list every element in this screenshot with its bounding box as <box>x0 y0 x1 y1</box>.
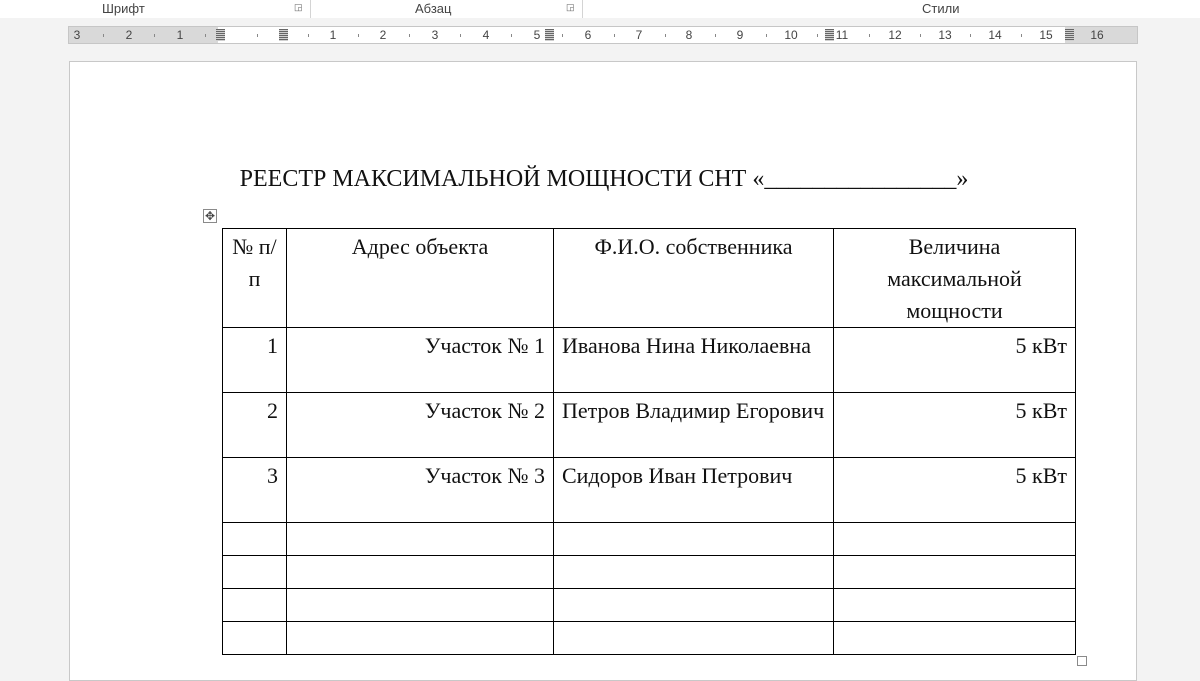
ruler-tick <box>460 34 461 37</box>
empty-cell[interactable] <box>834 622 1076 655</box>
table-move-handle[interactable] <box>203 209 217 223</box>
ruler-label: 4 <box>482 28 490 42</box>
ruler-label: 15 <box>1039 28 1053 42</box>
ribbon-group-labels <box>0 0 1200 19</box>
empty-cell[interactable] <box>223 556 287 589</box>
empty-cell[interactable] <box>223 589 287 622</box>
table-row <box>223 458 1076 523</box>
empty-table-row <box>223 556 1076 589</box>
empty-cell[interactable] <box>554 589 834 622</box>
ruler-label: 3 <box>73 28 81 42</box>
ruler-tick <box>562 34 563 37</box>
ruler-tick <box>103 34 104 37</box>
empty-cell[interactable] <box>834 523 1076 556</box>
ruler-tick <box>358 34 359 37</box>
ruler-tick <box>257 34 258 37</box>
table-row <box>223 393 1076 458</box>
cell-address[interactable]: Участок № 2 <box>287 393 554 458</box>
ruler-label: 13 <box>938 28 952 42</box>
ruler-column-marker[interactable] <box>545 29 554 41</box>
ruler-tick <box>665 34 666 37</box>
cell-owner[interactable]: Иванова Нина Николаевна <box>554 328 834 393</box>
ruler-label: 14 <box>988 28 1002 42</box>
ruler-column-marker[interactable] <box>279 29 288 41</box>
ribbon-group-font-label: Шрифт <box>102 1 145 16</box>
ruler-label: 3 <box>431 28 439 42</box>
ruler-tick <box>869 34 870 37</box>
empty-table-row <box>223 523 1076 556</box>
ruler-tick <box>970 34 971 37</box>
cell-owner[interactable]: Петров Владимир Егорович <box>554 393 834 458</box>
ruler-left-indent-marker[interactable] <box>216 29 225 41</box>
ruler-label: 11 <box>835 28 849 42</box>
cell-address[interactable]: Участок № 1 <box>287 328 554 393</box>
text-cursor <box>1075 328 1076 356</box>
ruler-right-indent-marker[interactable] <box>1065 29 1074 41</box>
empty-table-row <box>223 589 1076 622</box>
ruler-label: 2 <box>125 28 133 42</box>
ruler-label: 9 <box>736 28 744 42</box>
cell-owner[interactable]: Сидоров Иван Петрович <box>554 458 834 523</box>
ruler-tick <box>920 34 921 37</box>
document-page[interactable] <box>69 61 1137 681</box>
move-cross-icon: ✥ <box>204 209 216 223</box>
ruler-tick <box>1021 34 1022 37</box>
ruler-label: 1 <box>176 28 184 42</box>
ruler-label: 8 <box>685 28 693 42</box>
table-resize-handle[interactable] <box>1077 656 1087 666</box>
empty-cell[interactable] <box>287 523 554 556</box>
empty-cell[interactable] <box>554 523 834 556</box>
ruler-label: 5 <box>533 28 541 42</box>
header-cell-owner[interactable]: Ф.И.О. собственника <box>554 229 834 328</box>
empty-cell[interactable] <box>834 556 1076 589</box>
document-title: РЕЕСТР МАКСИМАЛЬНОЙ МОЩНОСТИ СНТ «________________» <box>239 166 969 192</box>
paragraph-dialog-launcher-icon[interactable]: ◲ <box>566 2 575 12</box>
cell-power[interactable]: 5 кВт <box>834 328 1076 393</box>
header-cell-number[interactable]: № п/п <box>223 229 287 328</box>
registry-table <box>222 228 1076 655</box>
ruler-label: 2 <box>379 28 387 42</box>
empty-cell[interactable] <box>287 589 554 622</box>
ruler-tick <box>817 34 818 37</box>
table-header-row <box>223 229 1076 328</box>
ruler-area <box>0 18 1200 52</box>
ribbon-group-divider <box>310 0 311 18</box>
ruler-tick <box>308 34 309 37</box>
ruler-tick <box>511 34 512 37</box>
cell-number[interactable]: 2 <box>223 393 287 458</box>
ruler-label: 1 <box>329 28 337 42</box>
ruler-tick <box>766 34 767 37</box>
horizontal-ruler[interactable] <box>68 26 1138 44</box>
cell-address[interactable]: Участок № 3 <box>287 458 554 523</box>
empty-table-row <box>223 622 1076 655</box>
ruler-tick <box>409 34 410 37</box>
ruler-left-margin <box>69 27 218 43</box>
cell-power[interactable]: 5 кВт <box>834 458 1076 523</box>
font-dialog-launcher-icon[interactable]: ◲ <box>294 2 303 12</box>
header-cell-address[interactable]: Адрес объекта <box>287 229 554 328</box>
empty-cell[interactable] <box>554 556 834 589</box>
ruler-tick <box>205 34 206 37</box>
ruler-tick <box>614 34 615 37</box>
ruler-label: 7 <box>635 28 643 42</box>
empty-cell[interactable] <box>223 523 287 556</box>
empty-cell[interactable] <box>223 622 287 655</box>
empty-cell[interactable] <box>287 556 554 589</box>
empty-cell[interactable] <box>834 589 1076 622</box>
ruler-tick <box>154 34 155 37</box>
ruler-tick <box>715 34 716 37</box>
ruler-column-marker[interactable] <box>825 29 834 41</box>
empty-cell[interactable] <box>287 622 554 655</box>
empty-cell[interactable] <box>554 622 834 655</box>
ruler-label: 10 <box>784 28 798 42</box>
ribbon-group-divider <box>582 0 583 18</box>
ruler-label: 6 <box>584 28 592 42</box>
ribbon-group-paragraph-label: Абзац <box>415 1 452 16</box>
table-row <box>223 328 1076 393</box>
cell-number[interactable]: 1 <box>223 328 287 393</box>
ribbon-group-styles-label: Стили <box>922 1 960 16</box>
ruler-label: 16 <box>1090 28 1104 42</box>
cell-power[interactable]: 5 кВт <box>834 393 1076 458</box>
cell-number[interactable]: 3 <box>223 458 287 523</box>
ruler-label: 12 <box>888 28 902 42</box>
header-cell-power[interactable]: Величина максимальной мощности <box>834 229 1076 328</box>
